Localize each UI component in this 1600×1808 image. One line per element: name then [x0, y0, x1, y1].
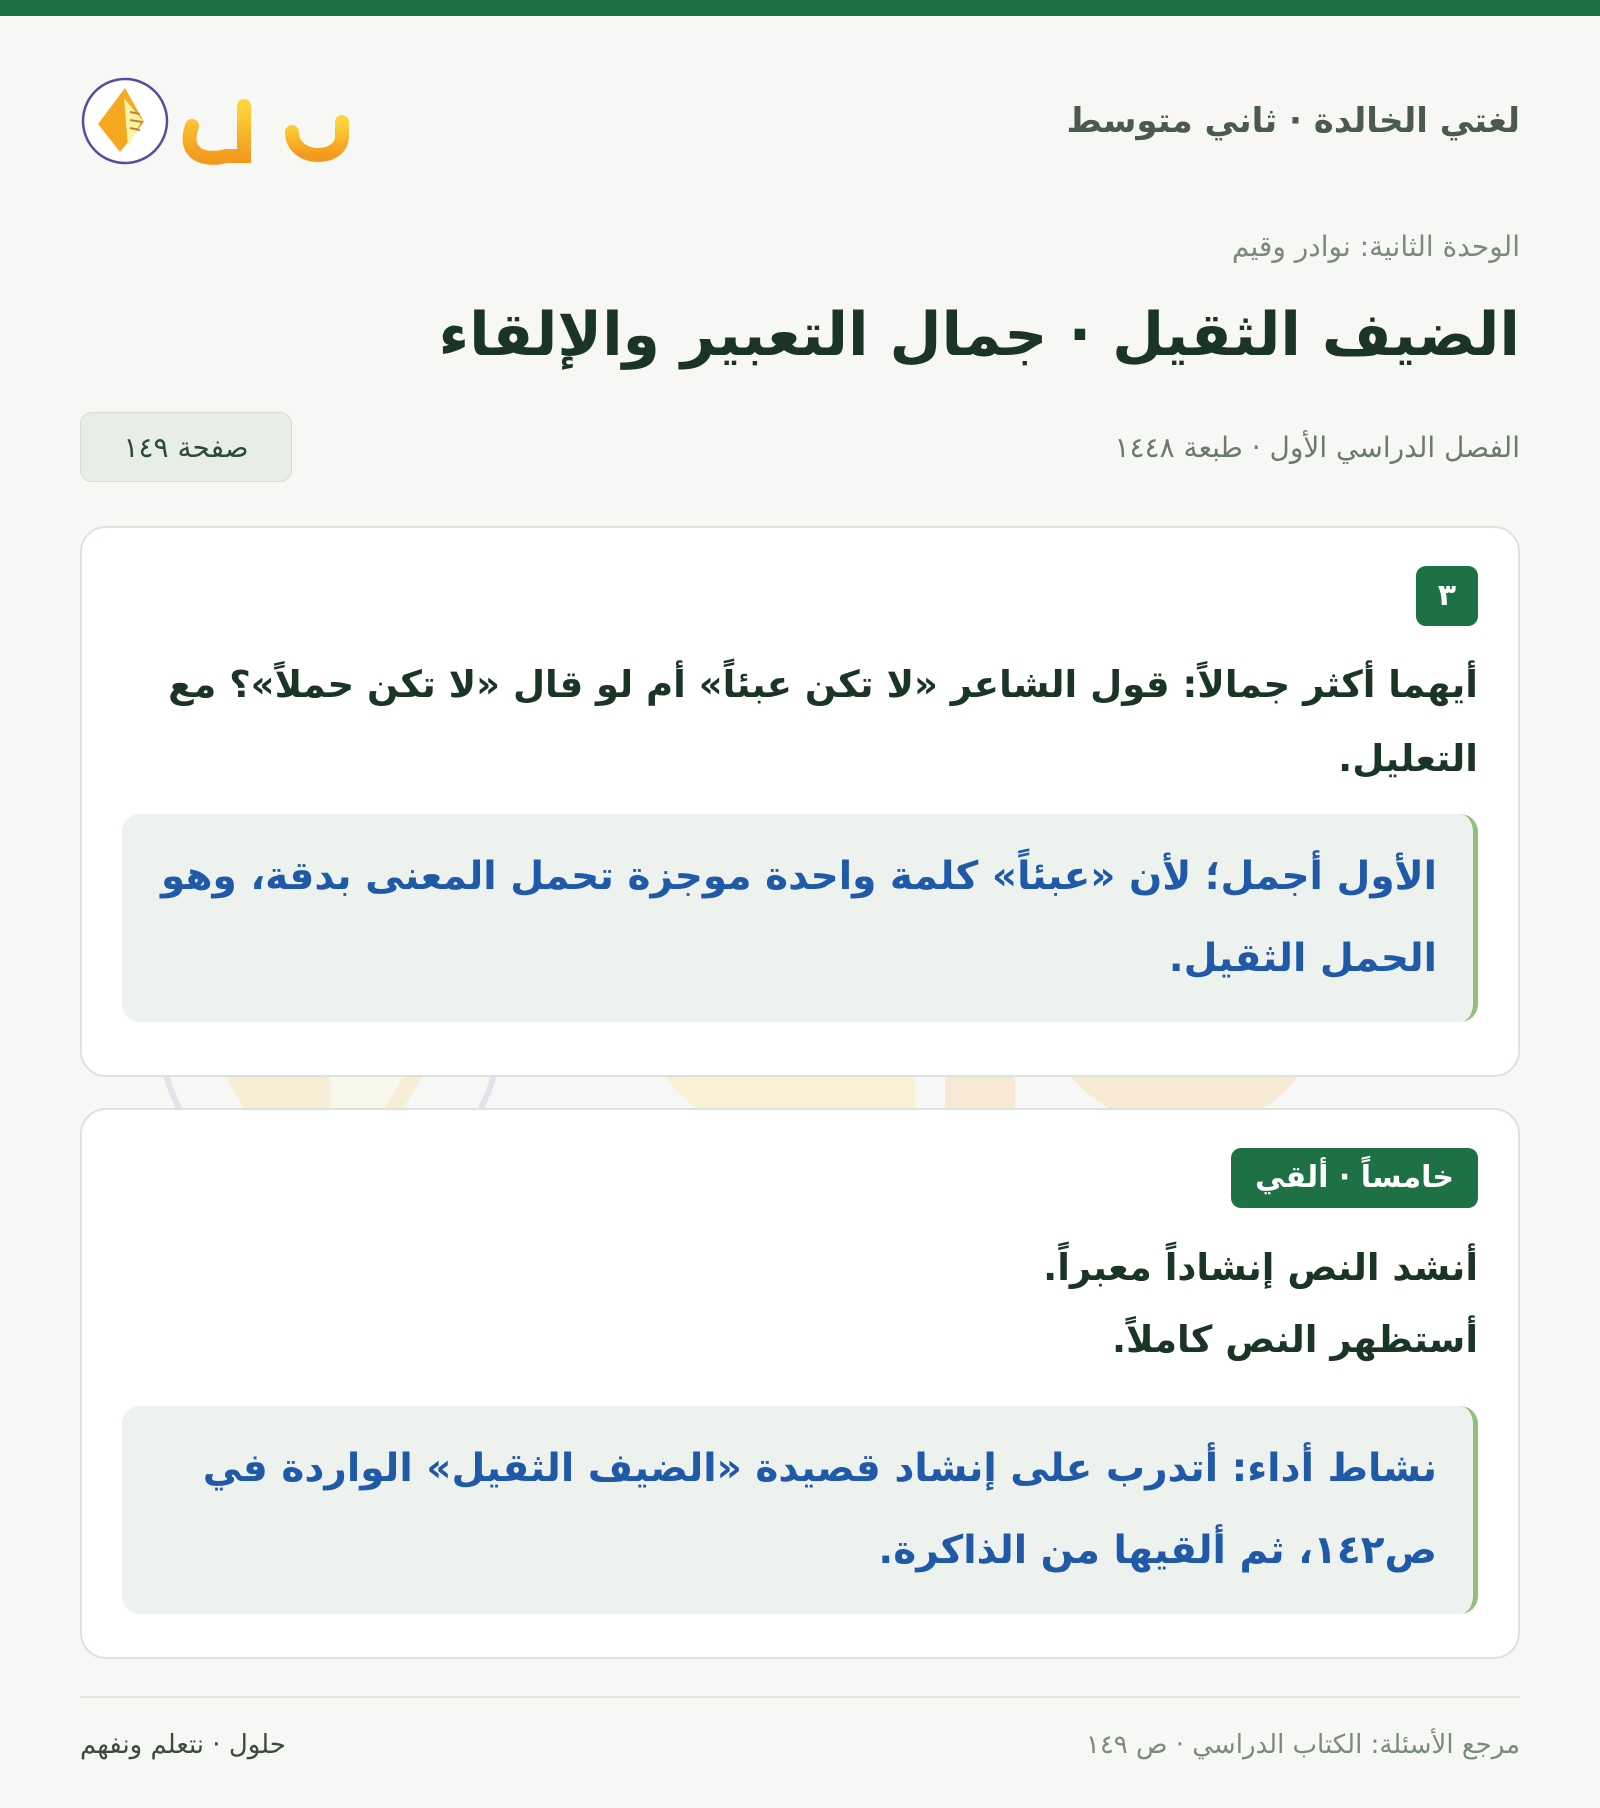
page-title: الضيف الثقيل · جمال التعبير والإلقاء [438, 300, 1520, 370]
question-line-1: أنشد النص إنشاداً معبراً. [1043, 1246, 1478, 1289]
page-footer [80, 1730, 1520, 1760]
answer-box: الأول أجمل؛ لأن «عبئاً» كلمة واحدة موجزة تحمل المعنى بدقة، وهو الحمل الثقيل. [122, 814, 1478, 1022]
question-card-recite [80, 1108, 1520, 1659]
logo-book-icon [80, 76, 170, 166]
question-line-2: أستظهر النص كاملاً. [1111, 1318, 1478, 1361]
question-text: أيهما أكثر جمالاً: قول الشاعر «لا تكن عبئاً» أم لو قال «لا تكن حملاً»؟ مع التعليل. [168, 663, 1478, 780]
top-accent-bar [0, 0, 1600, 16]
site-logo[interactable] [80, 66, 349, 176]
question-text [122, 1232, 1478, 1376]
footer-brand[interactable]: حلول · نتعلم ونفهم [80, 1730, 286, 1760]
answer-box: نشاط أداء: أتدرب على إنشاد قصيدة «الضيف الثقيل» الواردة في ص١٤٢، ثم ألقيها من الذاكرة. [122, 1406, 1478, 1614]
page-header [80, 66, 1520, 176]
subject-title: لغتي الخالدة · ثاني متوسط [1066, 101, 1520, 141]
unit-label: الوحدة الثانية: نوادر وقيم [1231, 230, 1520, 263]
footer-reference: مرجع الأسئلة: الكتاب الدراسي · ص ١٤٩ [1085, 1730, 1520, 1760]
page-number-badge: صفحة ١٤٩ [80, 412, 292, 482]
meta-row [80, 412, 1520, 482]
footer-divider [80, 1696, 1520, 1698]
question-card-3 [80, 526, 1520, 1077]
section-badge: خامساً · ألقي [1231, 1148, 1478, 1208]
logo-text: حلول [174, 66, 177, 67]
question-number-badge: ٣ [1416, 566, 1478, 626]
semester-label: الفصل الدراسي الأول · طبعة ١٤٤٨ [1114, 430, 1520, 464]
logo-wordmark [174, 66, 349, 176]
